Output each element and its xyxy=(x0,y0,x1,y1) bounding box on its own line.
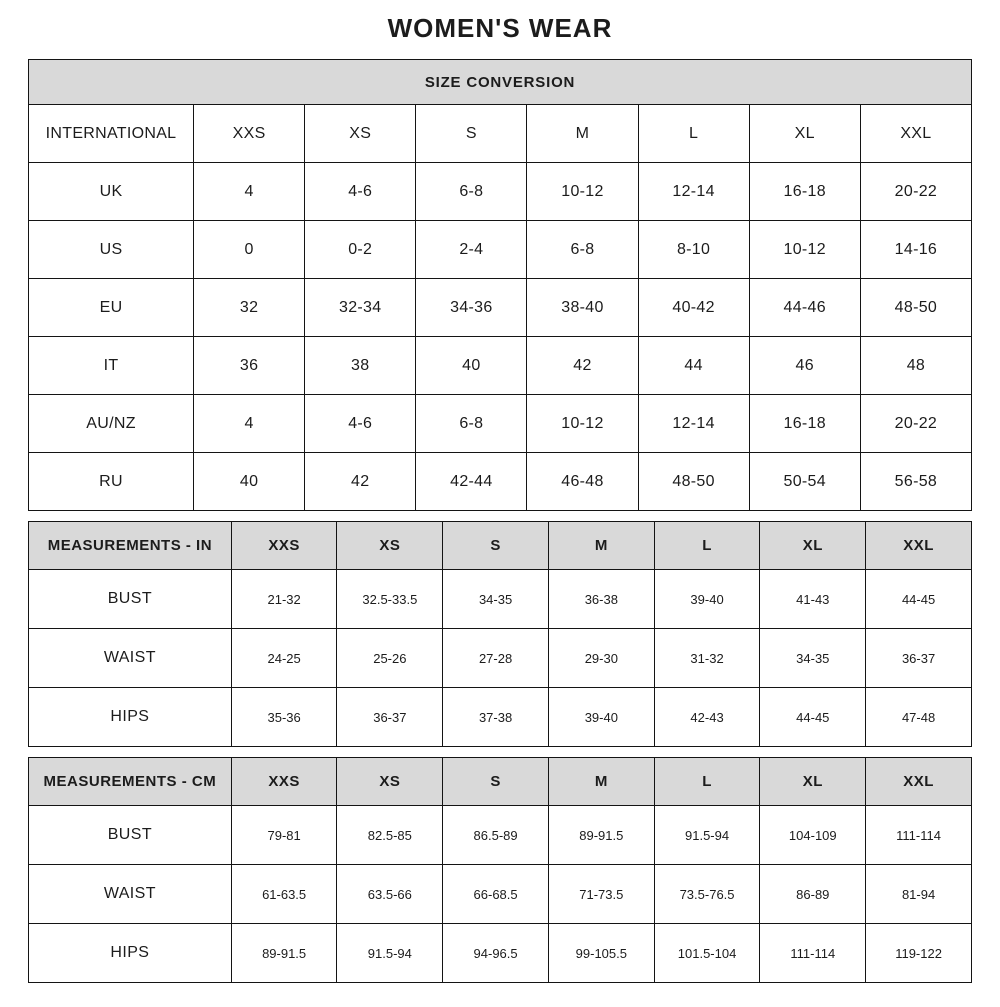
table-row xyxy=(29,395,972,453)
value-cell: 6-8 xyxy=(527,221,638,279)
value-cell: 36-37 xyxy=(337,688,443,747)
row-label: WAIST xyxy=(29,629,232,688)
size-column-header: XXS xyxy=(231,758,337,806)
size-column-header: M xyxy=(548,522,654,570)
row-label: HIPS xyxy=(29,924,232,983)
value-cell: 42-44 xyxy=(416,453,527,511)
table-row xyxy=(29,688,972,747)
value-cell: 111-114 xyxy=(866,806,972,865)
measurements-in-table xyxy=(28,521,972,747)
value-cell: 20-22 xyxy=(860,395,971,453)
value-cell: 0-2 xyxy=(305,221,416,279)
table-row xyxy=(29,105,972,163)
value-cell: 27-28 xyxy=(443,629,549,688)
value-cell: 16-18 xyxy=(749,395,860,453)
value-cell: 4-6 xyxy=(305,163,416,221)
value-cell: XL xyxy=(749,105,860,163)
size-column-header: XXL xyxy=(866,758,972,806)
value-cell: 16-18 xyxy=(749,163,860,221)
value-cell: 34-35 xyxy=(443,570,549,629)
row-label: IT xyxy=(29,337,194,395)
value-cell: 4 xyxy=(194,395,305,453)
value-cell: XS xyxy=(305,105,416,163)
table-row xyxy=(29,163,972,221)
value-cell: 44-45 xyxy=(760,688,866,747)
value-cell: 41-43 xyxy=(760,570,866,629)
value-cell: 21-32 xyxy=(231,570,337,629)
table-row xyxy=(29,924,972,983)
value-cell: 42 xyxy=(305,453,416,511)
value-cell: 86.5-89 xyxy=(443,806,549,865)
value-cell: 48 xyxy=(860,337,971,395)
size-conversion-table xyxy=(28,59,972,511)
row-label: HIPS xyxy=(29,688,232,747)
value-cell: 4-6 xyxy=(305,395,416,453)
row-label: BUST xyxy=(29,570,232,629)
value-cell: 71-73.5 xyxy=(548,865,654,924)
value-cell: 91.5-94 xyxy=(654,806,760,865)
size-column-header: M xyxy=(548,758,654,806)
value-cell: 31-32 xyxy=(654,629,760,688)
value-cell: 32.5-33.5 xyxy=(337,570,443,629)
value-cell: 44-45 xyxy=(866,570,972,629)
row-label: EU xyxy=(29,279,194,337)
value-cell: 61-63.5 xyxy=(231,865,337,924)
value-cell: 2-4 xyxy=(416,221,527,279)
value-cell: 29-30 xyxy=(548,629,654,688)
value-cell: 40-42 xyxy=(638,279,749,337)
value-cell: 50-54 xyxy=(749,453,860,511)
value-cell: 36-38 xyxy=(548,570,654,629)
measurements-in-title: MEASUREMENTS - IN xyxy=(29,522,232,570)
table-row xyxy=(29,221,972,279)
value-cell: 32 xyxy=(194,279,305,337)
value-cell: 34-35 xyxy=(760,629,866,688)
value-cell: 82.5-85 xyxy=(337,806,443,865)
value-cell: 104-109 xyxy=(760,806,866,865)
value-cell: 63.5-66 xyxy=(337,865,443,924)
measurements-in-header-row xyxy=(29,522,972,570)
value-cell: 42 xyxy=(527,337,638,395)
row-label: WAIST xyxy=(29,865,232,924)
size-column-header: S xyxy=(443,522,549,570)
value-cell: 37-38 xyxy=(443,688,549,747)
row-label: BUST xyxy=(29,806,232,865)
value-cell: 36 xyxy=(194,337,305,395)
value-cell: 79-81 xyxy=(231,806,337,865)
value-cell: 39-40 xyxy=(548,688,654,747)
row-label: RU xyxy=(29,453,194,511)
value-cell: 42-43 xyxy=(654,688,760,747)
value-cell: 12-14 xyxy=(638,395,749,453)
value-cell: 4 xyxy=(194,163,305,221)
value-cell: L xyxy=(638,105,749,163)
value-cell: 101.5-104 xyxy=(654,924,760,983)
table-row xyxy=(29,806,972,865)
value-cell: 8-10 xyxy=(638,221,749,279)
value-cell: XXL xyxy=(860,105,971,163)
value-cell: XXS xyxy=(194,105,305,163)
value-cell: 94-96.5 xyxy=(443,924,549,983)
value-cell: S xyxy=(416,105,527,163)
measurements-cm-header-row xyxy=(29,758,972,806)
value-cell: 38-40 xyxy=(527,279,638,337)
value-cell: 14-16 xyxy=(860,221,971,279)
row-label: UK xyxy=(29,163,194,221)
value-cell: 46-48 xyxy=(527,453,638,511)
table-row xyxy=(29,337,972,395)
value-cell: 46 xyxy=(749,337,860,395)
table-row xyxy=(29,453,972,511)
value-cell: M xyxy=(527,105,638,163)
size-column-header: XXL xyxy=(866,522,972,570)
value-cell: 44-46 xyxy=(749,279,860,337)
size-column-header: L xyxy=(654,522,760,570)
table-row xyxy=(29,865,972,924)
value-cell: 39-40 xyxy=(654,570,760,629)
value-cell: 25-26 xyxy=(337,629,443,688)
value-cell: 56-58 xyxy=(860,453,971,511)
value-cell: 86-89 xyxy=(760,865,866,924)
measurements-cm-table xyxy=(28,757,972,983)
value-cell: 34-36 xyxy=(416,279,527,337)
value-cell: 48-50 xyxy=(638,453,749,511)
value-cell: 40 xyxy=(194,453,305,511)
row-label: INTERNATIONAL xyxy=(29,105,194,163)
value-cell: 10-12 xyxy=(527,395,638,453)
table-row xyxy=(29,570,972,629)
size-conversion-body xyxy=(29,105,972,511)
row-label: AU/NZ xyxy=(29,395,194,453)
value-cell: 36-37 xyxy=(866,629,972,688)
measurements-in-body xyxy=(29,570,972,747)
value-cell: 6-8 xyxy=(416,163,527,221)
value-cell: 10-12 xyxy=(749,221,860,279)
value-cell: 35-36 xyxy=(231,688,337,747)
value-cell: 47-48 xyxy=(866,688,972,747)
value-cell: 10-12 xyxy=(527,163,638,221)
value-cell: 20-22 xyxy=(860,163,971,221)
size-conversion-title: SIZE CONVERSION xyxy=(29,60,972,105)
value-cell: 24-25 xyxy=(231,629,337,688)
value-cell: 32-34 xyxy=(305,279,416,337)
value-cell: 40 xyxy=(416,337,527,395)
value-cell: 111-114 xyxy=(760,924,866,983)
value-cell: 81-94 xyxy=(866,865,972,924)
size-column-header: XL xyxy=(760,522,866,570)
value-cell: 44 xyxy=(638,337,749,395)
size-column-header: S xyxy=(443,758,549,806)
measurements-cm-body xyxy=(29,806,972,983)
value-cell: 0 xyxy=(194,221,305,279)
size-conversion-header-row xyxy=(29,60,972,105)
value-cell: 99-105.5 xyxy=(548,924,654,983)
table-row xyxy=(29,279,972,337)
value-cell: 48-50 xyxy=(860,279,971,337)
value-cell: 6-8 xyxy=(416,395,527,453)
value-cell: 119-122 xyxy=(866,924,972,983)
value-cell: 73.5-76.5 xyxy=(654,865,760,924)
value-cell: 38 xyxy=(305,337,416,395)
size-column-header: XS xyxy=(337,758,443,806)
size-column-header: XXS xyxy=(231,522,337,570)
value-cell: 12-14 xyxy=(638,163,749,221)
measurements-cm-title: MEASUREMENTS - CM xyxy=(29,758,232,806)
page-title: WOMEN'S WEAR xyxy=(387,13,613,43)
row-label: US xyxy=(29,221,194,279)
value-cell: 89-91.5 xyxy=(548,806,654,865)
size-column-header: XS xyxy=(337,522,443,570)
size-column-header: L xyxy=(654,758,760,806)
value-cell: 91.5-94 xyxy=(337,924,443,983)
size-column-header: XL xyxy=(760,758,866,806)
value-cell: 89-91.5 xyxy=(231,924,337,983)
table-row xyxy=(29,629,972,688)
value-cell: 66-68.5 xyxy=(443,865,549,924)
